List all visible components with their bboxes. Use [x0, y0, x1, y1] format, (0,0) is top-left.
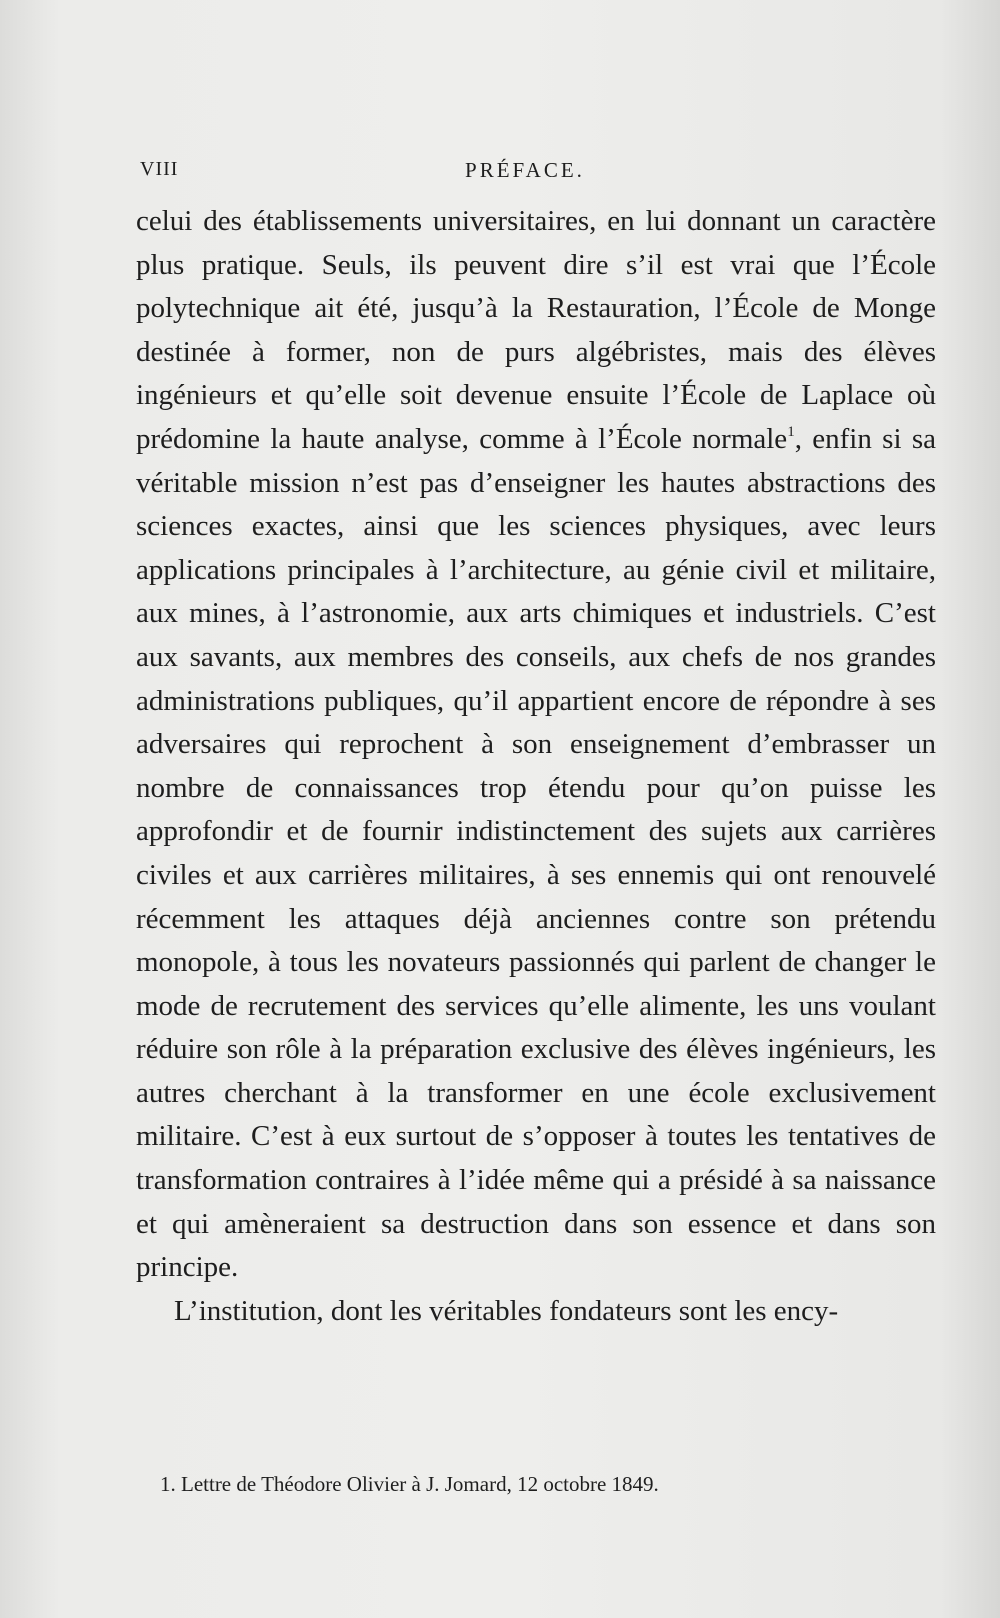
- running-head: [140, 158, 910, 192]
- page-number: VIII: [140, 158, 179, 180]
- footnote-reference: 1: [787, 423, 795, 440]
- body-text: [136, 200, 936, 1333]
- footnote: 1. Lettre de Théodore Olivier à J. Jomard, 12 octobre 1849.: [160, 1472, 659, 1496]
- paragraph-1-text-b: , enfin si sa véritable mission n’est pas d’enseigner les hautes abstractions des sciences exactes, ainsi que les sciences physiques, avec leurs applications principales à l’architecture, au génie civil et militaire, aux mines, à l’astronomie, aux arts chimiques et industriels. C’est aux savants, aux membres des conseils, aux chefs de nos grandes administrations publiques, qu’il appartient encore de répondre à ses adversaires qui reprochent à son enseignement d’embrasser un nombre de connaissances trop étendu pour qu’on puisse les approfondir et de fournir indistinctement des sujets aux carrières civiles et aux carrières militaires, à ses ennemis qui ont renouvelé récemment les attaques déjà anciennes contre son prétendu monopole, à tous les novateurs passionnés qui parlent de changer le mode de recrutement des services qu’elle alimente, les uns voulant réduire son rôle à la préparation exclusive des élèves ingénieurs, les autres cherchant à la transformer en une école exclusivement militaire. C’est à eux surtout de s’opposer à toutes les tentatives de transformation contraires à l’idée même qui a présidé à sa naissance et qui amèneraient sa destruction dans son essence et dans son principe.: [136, 422, 936, 1284]
- page-title: PRÉFACE.: [465, 158, 585, 182]
- paragraph-1: [136, 200, 936, 1290]
- paragraph-1-text-a: celui des établissements universitaires, en lui donnant un caractère plus pratique. Seuls, ils peuvent dire s’il est vrai que l’École polytechnique ait été, jusqu’à la Restauration, l’École de Monge destinée à former, non de purs algébristes, mais des élèves ingénieurs et qu’elle soit devenue ensuite l’École de Laplace où prédomine la haute analyse, comme à l’École normale: [136, 205, 936, 455]
- paragraph-2: L’institution, dont les véritables fondateurs sont les ency-: [174, 1294, 839, 1327]
